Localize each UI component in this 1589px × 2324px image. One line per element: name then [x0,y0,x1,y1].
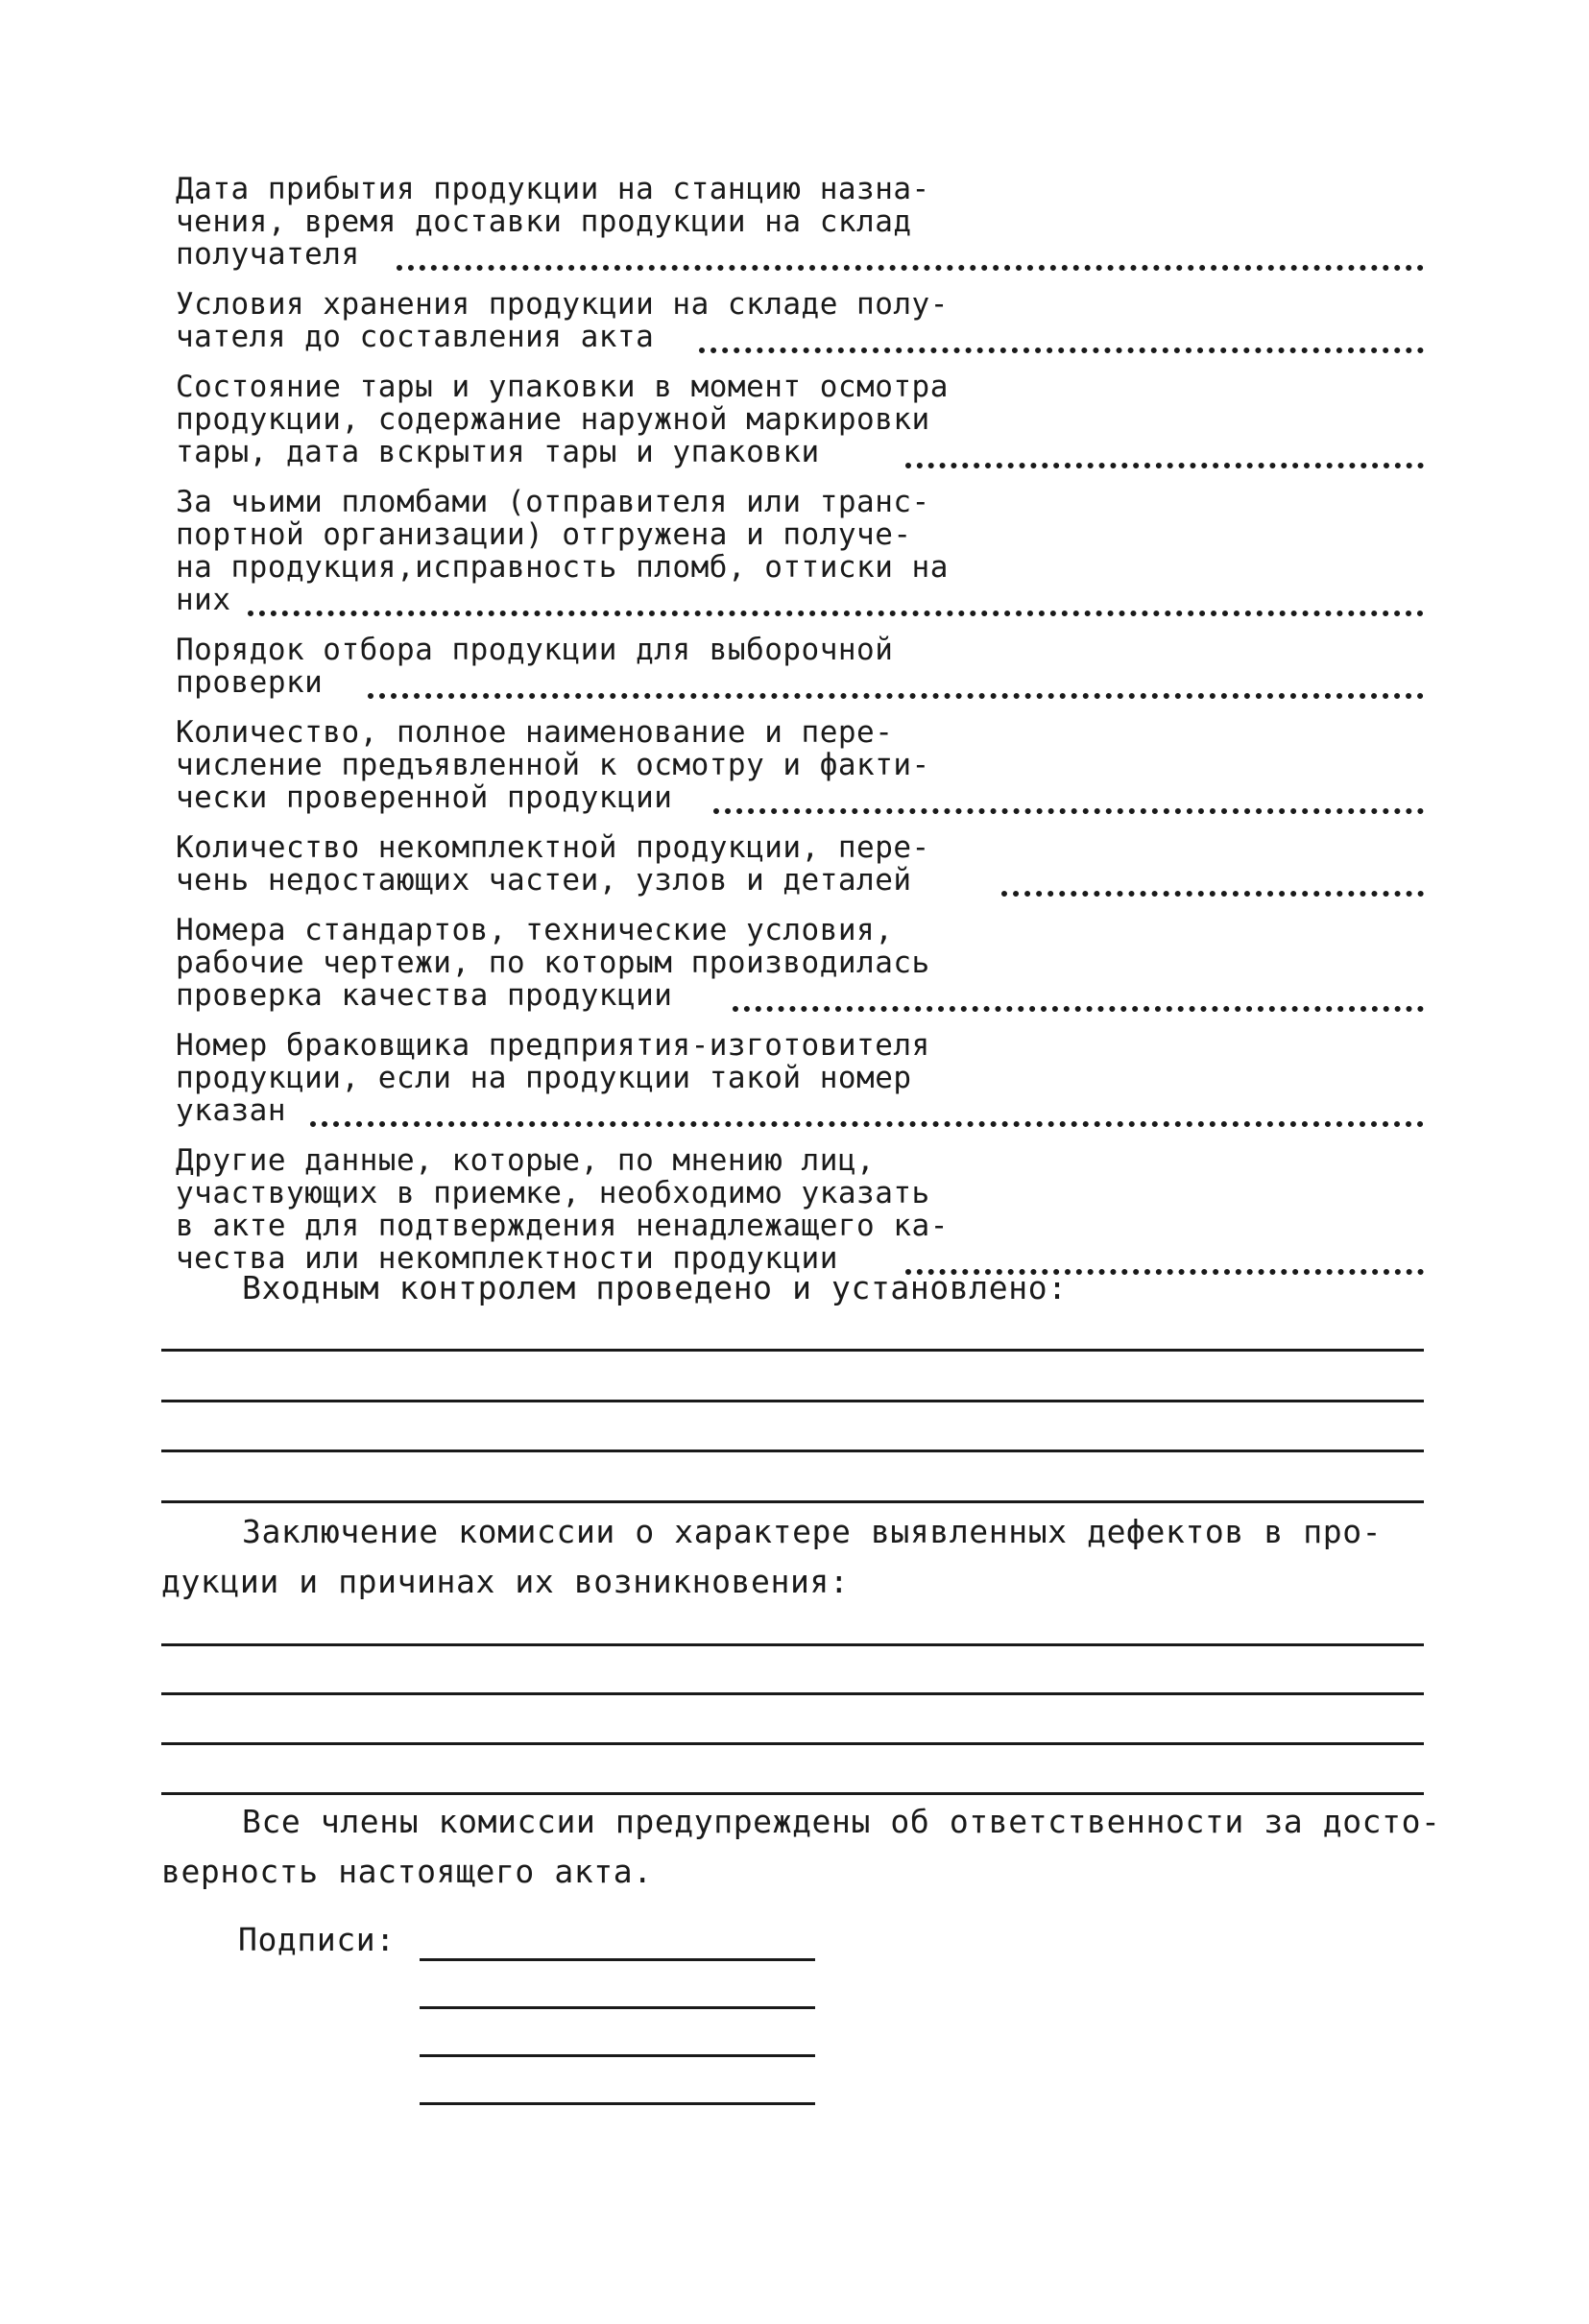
signature-line[interactable] [420,2102,815,2105]
control-heading: Входным контролем проведено и установлено: [242,1269,1068,1306]
field-line: Состояние тары и упаковки в момент осмотра [176,370,949,404]
blank-line[interactable] [161,1500,1424,1503]
field-standards [176,914,1424,1012]
dot-leader [248,578,1424,616]
field-line: Порядок отбора продукции для выборочной [176,633,894,667]
signatures-label: Подписи: [238,1921,396,1958]
warning-line-2: верность настоящего акта. [161,1853,653,1890]
field-line-last: них [176,583,231,617]
field-line-last: чески проверенной продукции [176,780,673,815]
blank-line[interactable] [161,1450,1424,1452]
blank-line[interactable] [161,1692,1424,1695]
warning-line-1: Все члены комиссии предупреждены об ответственности за досто- [242,1803,1441,1840]
dot-leader [368,660,1424,699]
field-line-last: получателя [176,237,360,272]
field-inspector-number [176,1029,1424,1127]
dot-leader [905,430,1424,468]
field-line: на продукция,исправность пломб, оттиски на [176,550,949,585]
conclusion-line-2: дукции и причинах их возникновения: [161,1563,850,1600]
field-line-last: чень недостающих частеи, узлов и деталей [176,863,912,898]
dot-leader [699,315,1424,353]
field-line-last: чества или некомплектности продукции [176,1241,838,1276]
field-line: участвующих в приемке, необходимо указать [176,1176,930,1210]
field-storage-conditions [176,288,1424,353]
field-product-quantity [176,716,1424,814]
field-line: Количество некомплектной продукции, пере- [176,830,930,865]
field-line: Количество, полное наименование и пере- [176,715,894,750]
field-line-last: тары, дата вскрытия тары и упаковки [176,435,820,469]
field-line-last: чателя до составления акта [176,320,655,354]
field-line: Другие данные, которые, по мнению лиц, [176,1143,876,1178]
field-sampling-order [176,634,1424,699]
dot-leader [310,1089,1424,1127]
field-other-data [176,1144,1424,1275]
dot-leader [713,776,1424,814]
field-line: Дата прибытия продукции на станцию назна- [176,172,930,206]
field-line: продукции, если на продукции такой номер [176,1061,912,1095]
field-seals [176,486,1424,616]
field-line: в акте для подтверждения ненадлежащего ка- [176,1209,949,1243]
blank-line[interactable] [161,1792,1424,1795]
signature-line[interactable] [420,1958,815,1961]
field-line-last: проверки [176,665,324,700]
field-line: продукции, содержание наружной маркировки [176,402,930,437]
field-line: Условия хранения продукции на складе полу- [176,287,949,322]
field-incomplete-products [176,831,1424,897]
field-line: рабочие чертежи, по которым производилась [176,946,930,980]
blank-line[interactable] [161,1400,1424,1402]
field-line: За чьими пломбами (отправителя или транс- [176,485,930,519]
dot-leader [1001,858,1424,897]
field-line-last: указан [176,1093,286,1128]
field-line: портной организации) отгружена и получе- [176,517,912,552]
blank-line[interactable] [161,1643,1424,1646]
field-packaging-state [176,371,1424,468]
dot-leader [733,973,1424,1012]
signature-line[interactable] [420,2006,815,2009]
blank-line[interactable] [161,1742,1424,1745]
blank-line[interactable] [161,1349,1424,1352]
act-fields-list [176,173,1424,1292]
conclusion-line-1: Заключение комиссии о характере выявленных дефектов в про- [242,1513,1383,1550]
field-arrival-date [176,173,1424,271]
field-line: Номер браковщика предприятия-изготовителя [176,1028,930,1063]
field-line: Номера стандартов, технические условия, [176,913,894,947]
field-line: чения, время доставки продукции на склад [176,204,912,239]
field-line-last: проверка качества продукции [176,978,673,1013]
dot-leader [397,232,1424,271]
signature-line[interactable] [420,2054,815,2057]
field-line: числение предъявленной к осмотру и факти- [176,748,930,782]
